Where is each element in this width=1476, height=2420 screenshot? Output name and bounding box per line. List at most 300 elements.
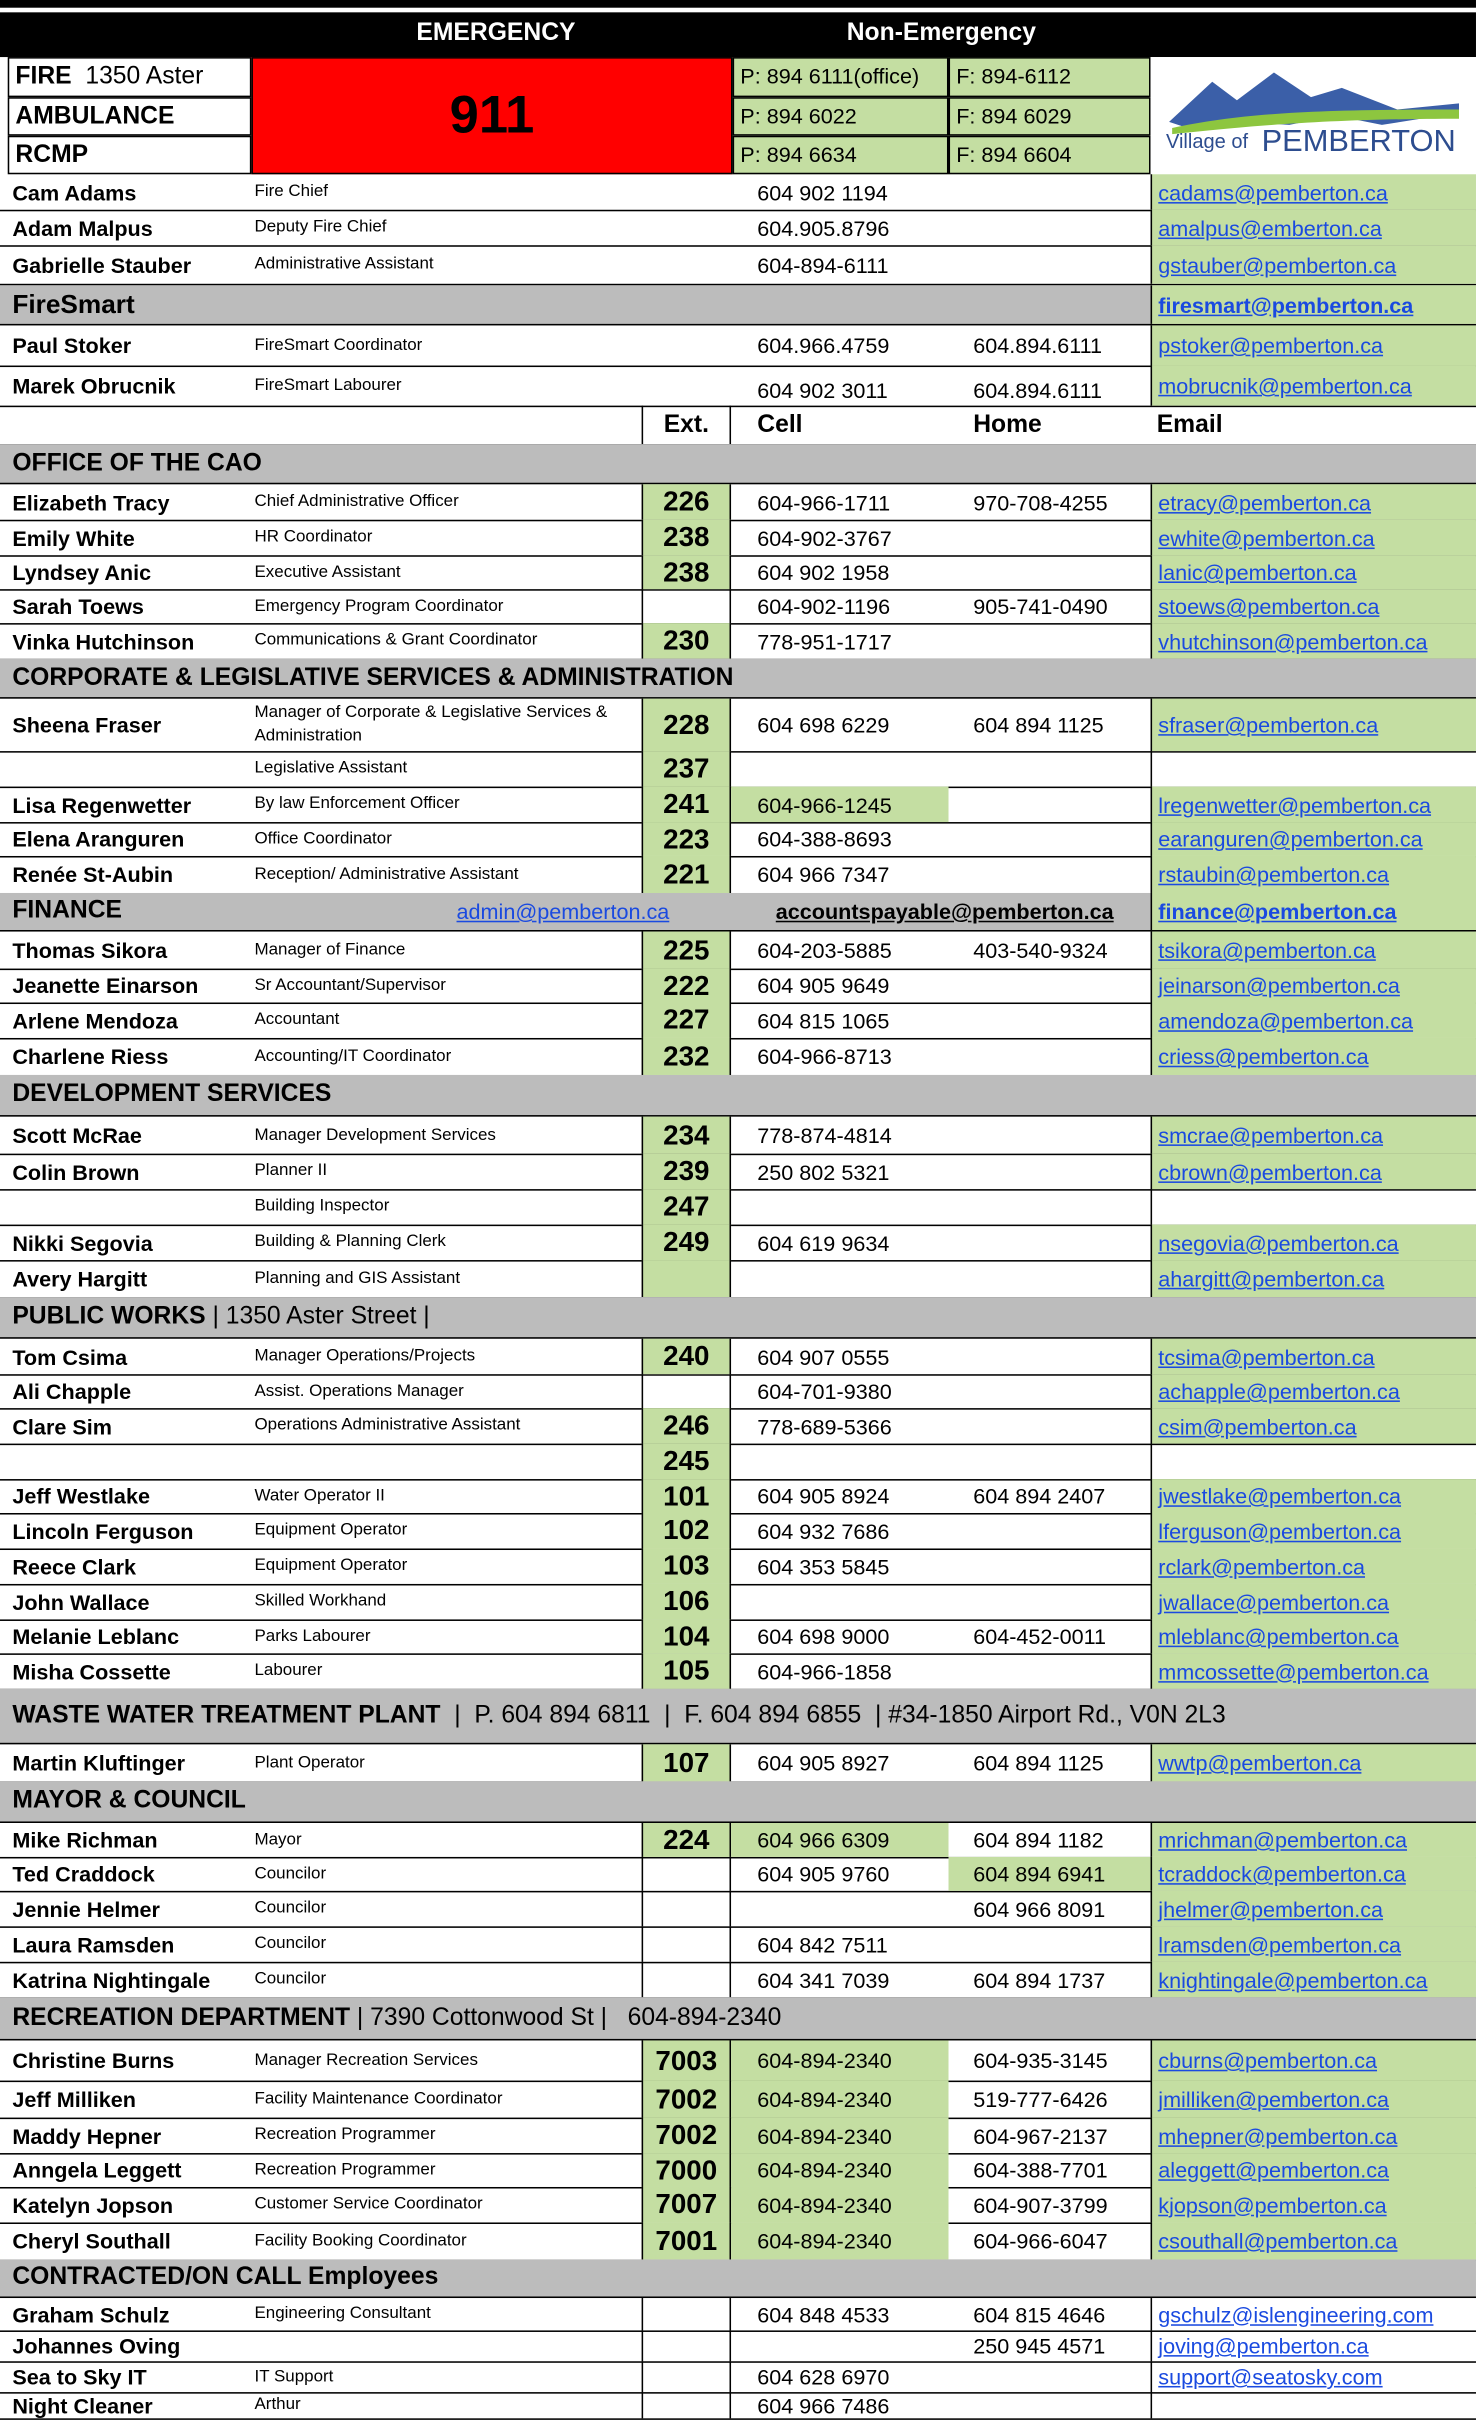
home-phone: 604 894 6941 — [949, 1857, 1151, 1891]
job-title: Facility Booking Coordinator — [254, 2230, 467, 2250]
extension: 246 — [642, 1408, 731, 1443]
email-link[interactable]: rstaubin@pemberton.ca — [1151, 856, 1476, 893]
cell-phone: 604 905 8927 — [757, 1750, 890, 1776]
home-phone — [949, 245, 1151, 284]
cell-phone: 604.966.4759 — [757, 333, 890, 358]
email-link[interactable]: jeinarson@pemberton.ca — [1151, 969, 1476, 1003]
extension: 234 — [642, 1117, 731, 1154]
person-name: Arlene Mendoza — [12, 1007, 178, 1033]
home-phone — [949, 1584, 1151, 1619]
extension: 228 — [642, 699, 731, 751]
email-link[interactable]: lferguson@pemberton.ca — [1151, 1513, 1476, 1548]
email-link[interactable]: mobrucnik@pemberton.ca — [1151, 366, 1476, 406]
person-name: Elena Aranguren — [12, 826, 185, 852]
fire-label-text: FIRE — [15, 63, 72, 90]
email-link[interactable]: earanguren@pemberton.ca — [1151, 822, 1476, 856]
directory-row — [0, 2153, 1476, 2188]
person-name: Marek Obrucnik — [12, 373, 176, 398]
job-title: Chief Administrative Officer — [254, 491, 459, 511]
job-title: Sr Accountant/Supervisor — [254, 975, 446, 995]
public-works-section-title: PUBLIC WORKS — [12, 1303, 206, 1330]
cell-phone: 604 905 9649 — [757, 973, 890, 998]
extension — [642, 1260, 731, 1297]
cell-phone: 604-894-2340 — [731, 2081, 948, 2118]
directory-row — [0, 484, 1476, 521]
directory-row — [0, 1857, 1476, 1892]
job-title: FireSmart Labourer — [254, 375, 402, 395]
person-name: Laura Ramsden — [12, 1931, 175, 1957]
email-link[interactable]: csim@pemberton.ca — [1151, 1408, 1476, 1443]
job-title: Office Coordinator — [254, 828, 392, 848]
extension — [642, 1374, 731, 1408]
cell-phone: 604 932 7686 — [757, 1518, 890, 1544]
directory-row — [0, 1374, 1476, 1409]
email-link[interactable]: ewhite@pemberton.ca — [1151, 520, 1476, 555]
home-phone: 604-966-6047 — [973, 2228, 1108, 2254]
email-link[interactable]: vhutchinson@pemberton.ca — [1151, 623, 1476, 658]
cell-phone: 604-894-2340 — [731, 2040, 948, 2080]
home-phone — [949, 210, 1151, 245]
ambulance-fax: F: 894 6029 — [949, 97, 1151, 136]
directory-row — [0, 1962, 1476, 1999]
contracted-section — [0, 2259, 1476, 2298]
pemberton-logo — [1151, 57, 1476, 174]
wwtp-section-title: WASTE WATER TREATMENT PLANT — [12, 1701, 441, 1729]
non-emergency-header: Non-Emergency — [846, 20, 1036, 47]
person-name — [12, 1444, 251, 1479]
cell-phone — [731, 1444, 948, 1479]
email-link[interactable]: lregenwetter@pemberton.ca — [1151, 787, 1476, 822]
finance-admin-email[interactable]: admin@pemberton.ca — [456, 899, 670, 924]
directory-row — [0, 1584, 1476, 1621]
cell-phone: 604 353 5845 — [757, 1553, 890, 1579]
email-link[interactable]: aleggett@pemberton.ca — [1151, 2153, 1476, 2187]
cell-column-header: Cell — [757, 411, 803, 438]
cell-phone — [731, 1891, 948, 1926]
email-link[interactable]: mrichman@pemberton.ca — [1151, 1823, 1476, 1857]
extension: 7003 — [642, 2040, 731, 2080]
email-link[interactable]: amalpus@emberton.ca — [1151, 210, 1476, 245]
cell-phone — [731, 751, 948, 786]
home-phone — [949, 1653, 1151, 1688]
cao-section — [0, 444, 1476, 484]
extension: 106 — [642, 1584, 731, 1619]
email-link[interactable]: sfraser@pemberton.ca — [1151, 699, 1476, 751]
cell-phone: 604-203-5885 — [757, 937, 892, 963]
person-name: Johannes Oving — [12, 2333, 181, 2359]
job-title: Councilor — [254, 1969, 327, 1989]
directory-row — [0, 1444, 1476, 1481]
person-name: Lincoln Ferguson — [12, 1518, 194, 1544]
job-title: Manager Development Services — [254, 1125, 496, 1144]
finance-ap-email[interactable]: accountspayable@pemberton.ca — [775, 899, 1114, 924]
extension: 241 — [642, 787, 731, 822]
cell-phone: 604-701-9380 — [757, 1378, 892, 1404]
home-phone — [949, 751, 1151, 786]
job-title: Equipment Operator — [254, 1520, 408, 1540]
directory-row — [0, 555, 1476, 590]
directory-row — [0, 1823, 1476, 1858]
cell-phone: 604 848 4533 — [757, 2301, 890, 2327]
job-title: Councilor — [254, 1898, 327, 1918]
email-link[interactable]: gstauber@pemberton.ca — [1151, 245, 1476, 284]
email-link[interactable]: kjopson@pemberton.ca — [1151, 2187, 1476, 2222]
extension — [642, 2392, 731, 2418]
job-title: Communications & Grant Coordinator — [254, 630, 538, 650]
firesmart-section-title: FireSmart — [12, 289, 135, 319]
directory-row — [0, 822, 1476, 857]
person-name: Clare Sim — [12, 1413, 112, 1439]
cell-phone — [731, 2330, 948, 2361]
cell-phone: 604 698 6229 — [757, 712, 890, 738]
email-link[interactable] — [1151, 2392, 1476, 2418]
home-phone: 250 945 4571 — [973, 2333, 1106, 2359]
cell-phone: 604-902-3767 — [757, 525, 892, 550]
directory-row — [0, 699, 1476, 753]
finance-email[interactable]: finance@pemberton.ca — [1151, 893, 1476, 930]
directory-row — [0, 1038, 1476, 1077]
extension: 101 — [642, 1479, 731, 1513]
home-phone — [949, 1374, 1151, 1408]
email-link[interactable]: mleblanc@pemberton.ca — [1151, 1619, 1476, 1653]
home-phone — [949, 1339, 1151, 1374]
rcmp-fax: F: 894 6604 — [949, 136, 1151, 175]
job-title: By law Enforcement Officer — [254, 794, 460, 813]
job-title: Accounting/IT Coordinator — [254, 1046, 452, 1065]
person-name: Jennie Helmer — [12, 1896, 160, 1921]
council-section — [0, 1781, 1476, 1823]
person-name: Avery Hargitt — [12, 1266, 148, 1291]
directory-row — [0, 1548, 1476, 1585]
email-link[interactable]: achapple@pemberton.ca — [1151, 1374, 1476, 1408]
directory-row — [0, 2392, 1476, 2420]
email-link[interactable]: support@seatosky.com — [1151, 2361, 1476, 2392]
extension: 7007 — [642, 2187, 731, 2222]
job-title: Legislative Assistant — [254, 758, 408, 778]
email-link[interactable] — [1151, 751, 1476, 786]
directory-row — [0, 1002, 1476, 1039]
home-phone: 604-967-2137 — [973, 2122, 1108, 2148]
fire-fax: F: 894-6112 — [949, 57, 1151, 97]
fire-address: 1350 Aster — [85, 63, 204, 90]
home-phone: 519-777-6426 — [973, 2086, 1108, 2112]
email-link[interactable]: nsegovia@pemberton.ca — [1151, 1225, 1476, 1260]
home-phone — [949, 787, 1151, 822]
directory-row — [0, 589, 1476, 624]
directory-row — [0, 520, 1476, 557]
cell-phone — [731, 1189, 948, 1224]
email-link[interactable]: tsikora@pemberton.ca — [1151, 932, 1476, 969]
directory-row — [0, 174, 1476, 211]
email-link[interactable]: amendoza@pemberton.ca — [1151, 1002, 1476, 1037]
directory-row — [0, 2118, 1476, 2155]
cell-phone: 604.905.8796 — [757, 215, 890, 240]
cell-phone: 604-894-2340 — [731, 2153, 948, 2187]
person-name: Tom Csima — [12, 1344, 128, 1369]
job-title: Recreation Programmer — [254, 2159, 436, 2179]
extension — [642, 2298, 731, 2330]
emergency-number: 911 — [251, 57, 732, 174]
person-name: Sarah Toews — [12, 593, 144, 619]
extension: 105 — [642, 1653, 731, 1688]
cell-phone: 778-689-5366 — [757, 1413, 892, 1439]
finance-section-title: FINANCE — [12, 897, 123, 924]
cell-phone: 604 698 9000 — [757, 1624, 890, 1649]
home-phone: 905-741-0490 — [973, 593, 1108, 619]
extension: 7001 — [642, 2222, 731, 2259]
home-phone — [949, 623, 1151, 658]
extension: 227 — [642, 1002, 731, 1037]
email-link[interactable]: cadams@pemberton.ca — [1151, 174, 1476, 209]
extension: 247 — [642, 1189, 731, 1224]
email-link[interactable] — [1151, 1444, 1476, 1479]
cell-phone — [731, 1260, 948, 1297]
email-link[interactable]: cbrown@pemberton.ca — [1151, 1154, 1476, 1189]
person-name — [12, 751, 251, 786]
directory-row — [0, 1513, 1476, 1550]
person-name: Colin Brown — [12, 1159, 140, 1184]
directory-row — [0, 2081, 1476, 2120]
home-phone: 604-452-0011 — [973, 1624, 1107, 1649]
cell-phone: 604-894-6111 — [757, 252, 889, 277]
email-link[interactable]: knightingale@pemberton.ca — [1151, 1962, 1476, 1997]
home-phone: 604 894 1125 — [973, 1750, 1104, 1776]
cell-phone: 604-966-1858 — [757, 1658, 892, 1684]
recreation-section-info: | 7390 Cottonwood St | 604-894-2340 — [350, 2004, 782, 2031]
directory-row — [0, 1653, 1476, 1690]
person-name: Lyndsey Anic — [12, 559, 152, 585]
home-phone: 604 966 8091 — [973, 1896, 1106, 1921]
development-section — [0, 1075, 1476, 1117]
person-name: Charlene Riess — [12, 1044, 169, 1069]
extension: 249 — [642, 1225, 731, 1260]
ext-column-header: Ext. — [642, 406, 731, 445]
extension — [642, 1857, 731, 1891]
email-link[interactable]: criess@pemberton.ca — [1151, 1038, 1476, 1075]
extension — [642, 1926, 731, 1961]
cell-phone: 604 905 8924 — [757, 1483, 890, 1509]
home-phone — [949, 1926, 1151, 1961]
email-link[interactable]: smcrae@pemberton.ca — [1151, 1117, 1476, 1154]
email-link[interactable]: jwestlake@pemberton.ca — [1151, 1479, 1476, 1513]
job-title — [254, 2330, 640, 2361]
email-column-header: Email — [1156, 411, 1223, 438]
council-section-title: MAYOR & COUNCIL — [12, 1787, 246, 1814]
directory-row — [0, 2330, 1476, 2362]
rcmp-label: RCMP — [8, 136, 252, 175]
extension: 225 — [642, 932, 731, 969]
person-name: Ted Craddock — [12, 1861, 155, 1887]
home-phone: 604 894 2407 — [973, 1483, 1106, 1509]
email-link[interactable]: mhepner@pemberton.ca — [1151, 2118, 1476, 2153]
person-name: Graham Schulz — [12, 2301, 170, 2327]
directory-row — [0, 2187, 1476, 2224]
job-title: Parks Labourer — [254, 1626, 371, 1645]
home-phone — [949, 1002, 1151, 1037]
cell-phone: 604-894-2340 — [731, 2187, 948, 2222]
job-title: Water Operator II — [254, 1486, 385, 1505]
extension: 222 — [642, 969, 731, 1003]
directory-row — [0, 1926, 1476, 1963]
public-works-section — [0, 1297, 1476, 1339]
job-title: Assist. Operations Manager — [254, 1381, 464, 1400]
directory-row — [0, 1891, 1476, 1928]
email-link[interactable]: ahargitt@pemberton.ca — [1151, 1260, 1476, 1297]
extension: 224 — [642, 1823, 731, 1857]
email-link[interactable]: pstoker@pemberton.ca — [1151, 325, 1476, 365]
email-link[interactable]: jhelmer@pemberton.ca — [1151, 1891, 1476, 1926]
email-link[interactable]: tcraddock@pemberton.ca — [1151, 1857, 1476, 1891]
directory-row — [0, 2298, 1476, 2332]
job-title: Customer Service Coordinator — [254, 2194, 483, 2214]
email-link[interactable] — [1151, 1189, 1476, 1224]
finance-section — [0, 893, 1476, 932]
directory-row — [0, 787, 1476, 824]
email-link[interactable]: wwtp@pemberton.ca — [1151, 1744, 1476, 1781]
job-title: Councilor — [254, 1934, 327, 1953]
cell-phone: 604 628 6970 — [757, 2364, 890, 2390]
directory-row — [0, 1744, 1476, 1783]
extension: 103 — [642, 1548, 731, 1583]
cell-phone: 604 905 9760 — [757, 1861, 890, 1887]
job-title: Manager Recreation Services — [254, 2050, 478, 2069]
emergency-header: EMERGENCY — [416, 20, 576, 47]
ambulance-phone: P: 894 6022 — [733, 97, 949, 136]
home-phone — [949, 1225, 1151, 1260]
cell-phone: 778-951-1717 — [757, 628, 892, 654]
person-name: Renée St-Aubin — [12, 862, 174, 887]
home-phone: 604.894.6111 — [973, 333, 1103, 358]
email-link[interactable]: joving@pemberton.ca — [1151, 2330, 1476, 2361]
person-name: Maddy Hepner — [12, 2122, 162, 2148]
job-title: Building & Planning Clerk — [254, 1232, 446, 1251]
recreation-section-title: RECREATION DEPARTMENT — [12, 2004, 351, 2031]
extension: 238 — [642, 555, 731, 589]
cell-phone: 604 902 1194 — [757, 179, 888, 205]
email-link[interactable]: jmilliken@pemberton.ca — [1151, 2081, 1476, 2118]
extension: 223 — [642, 822, 731, 856]
person-name: Katrina Nightingale — [12, 1967, 211, 1992]
extension — [642, 1891, 731, 1926]
extension: 221 — [642, 856, 731, 893]
home-phone: 604 894 1182 — [973, 1827, 1104, 1853]
directory-row — [0, 623, 1476, 660]
job-title: Equipment Operator — [254, 1556, 408, 1575]
cell-phone: 778-874-4814 — [757, 1122, 892, 1148]
email-link[interactable]: jwallace@pemberton.ca — [1151, 1584, 1476, 1619]
person-name: Nikki Segovia — [12, 1229, 153, 1255]
job-title: Facility Maintenance Coordinator — [254, 2089, 503, 2108]
person-name: Melanie Leblanc — [12, 1624, 180, 1649]
extension: 226 — [642, 484, 731, 519]
cell-phone: 604 907 0555 — [757, 1344, 890, 1369]
home-phone: 604-388-7701 — [973, 2157, 1108, 2183]
directory-row — [0, 1154, 1476, 1191]
directory-row — [0, 1225, 1476, 1262]
cell-phone: 604 619 9634 — [757, 1229, 890, 1255]
cell-phone: 604-966-8713 — [757, 1044, 892, 1069]
email-link[interactable]: lramsden@pemberton.ca — [1151, 1926, 1476, 1961]
cell-phone: 604-966-1245 — [731, 787, 948, 822]
email-link[interactable]: gschulz@islengineering.com — [1151, 2298, 1476, 2330]
home-phone — [949, 969, 1151, 1003]
email-link[interactable]: csouthall@pemberton.ca — [1151, 2222, 1476, 2259]
extension: 232 — [642, 1038, 731, 1075]
home-phone: 604-907-3799 — [973, 2192, 1108, 2218]
mountain-logo-icon — [1151, 57, 1476, 174]
home-phone — [949, 856, 1151, 893]
home-phone — [949, 1260, 1151, 1297]
firesmart-section — [0, 285, 1476, 325]
home-phone — [949, 2392, 1151, 2418]
directory-row — [0, 2361, 1476, 2393]
person-name: Elizabeth Tracy — [12, 489, 170, 515]
email-link[interactable]: lanic@pemberton.ca — [1151, 555, 1476, 589]
person-name: Mike Richman — [12, 1827, 158, 1853]
directory-row — [0, 1479, 1476, 1514]
job-title: Plant Operator — [254, 1752, 365, 1772]
person-name: Jeanette Einarson — [12, 973, 199, 998]
person-name: Jeff Milliken — [12, 2086, 136, 2112]
directory-row — [0, 2222, 1476, 2261]
development-section-title: DEVELOPMENT SERVICES — [12, 1081, 332, 1108]
home-phone — [949, 1117, 1151, 1154]
cell-phone: 604 902 3011 — [757, 377, 888, 403]
home-phone — [949, 555, 1151, 589]
person-name: Emily White — [12, 525, 135, 550]
cell-phone: 604 341 7039 — [757, 1967, 890, 1992]
firesmart-email[interactable]: firesmart@pemberton.ca — [1151, 285, 1476, 324]
directory-row — [0, 1339, 1476, 1376]
home-phone: 604 894 1125 — [973, 712, 1104, 738]
job-title: Planning and GIS Assistant — [254, 1268, 461, 1288]
job-title: Administrative Assistant — [254, 254, 434, 273]
cell-phone: 604-902-1196 — [757, 593, 891, 619]
person-name — [12, 1189, 251, 1224]
email-link[interactable]: stoews@pemberton.ca — [1151, 589, 1476, 623]
email-link[interactable]: rclark@pemberton.ca — [1151, 1548, 1476, 1583]
email-link[interactable]: cburns@pemberton.ca — [1151, 2040, 1476, 2080]
job-title: Emergency Program Coordinator — [254, 596, 504, 615]
person-name: Martin Kluftinger — [12, 1750, 186, 1776]
job-title: HR Coordinator — [254, 527, 373, 546]
directory-row — [0, 366, 1476, 408]
email-link[interactable]: mmcossette@pemberton.ca — [1151, 1653, 1476, 1688]
person-name: Sheena Fraser — [12, 712, 162, 738]
extension: 237 — [642, 751, 731, 786]
contracted-section-title: CONTRACTED/ON CALL Employees — [12, 2264, 439, 2291]
home-phone: 970-708-4255 — [973, 489, 1108, 515]
email-link[interactable]: tcsima@pemberton.ca — [1151, 1339, 1476, 1374]
recreation-section — [0, 1997, 1476, 2040]
top-rule — [0, 0, 1476, 8]
home-phone — [949, 2361, 1151, 2392]
cell-phone: 604 966 7347 — [757, 862, 890, 887]
job-title: Accountant — [254, 1010, 340, 1029]
person-name: Misha Cossette — [12, 1658, 171, 1684]
job-title: IT Support — [254, 2366, 334, 2386]
home-phone: 604 894 1737 — [973, 1967, 1106, 1992]
wwtp-section — [0, 1689, 1476, 1745]
corporate-section — [0, 659, 1476, 699]
email-link[interactable]: etracy@pemberton.ca — [1151, 484, 1476, 519]
home-phone — [949, 174, 1151, 209]
home-phone — [949, 822, 1151, 856]
public-works-section-info: 1350 Aster Street — [225, 1303, 417, 1330]
person-name: Paul Stoker — [12, 333, 132, 358]
cell-phone: 604-894-2340 — [731, 2222, 948, 2259]
person-name: Cheryl Southall — [12, 2228, 171, 2254]
